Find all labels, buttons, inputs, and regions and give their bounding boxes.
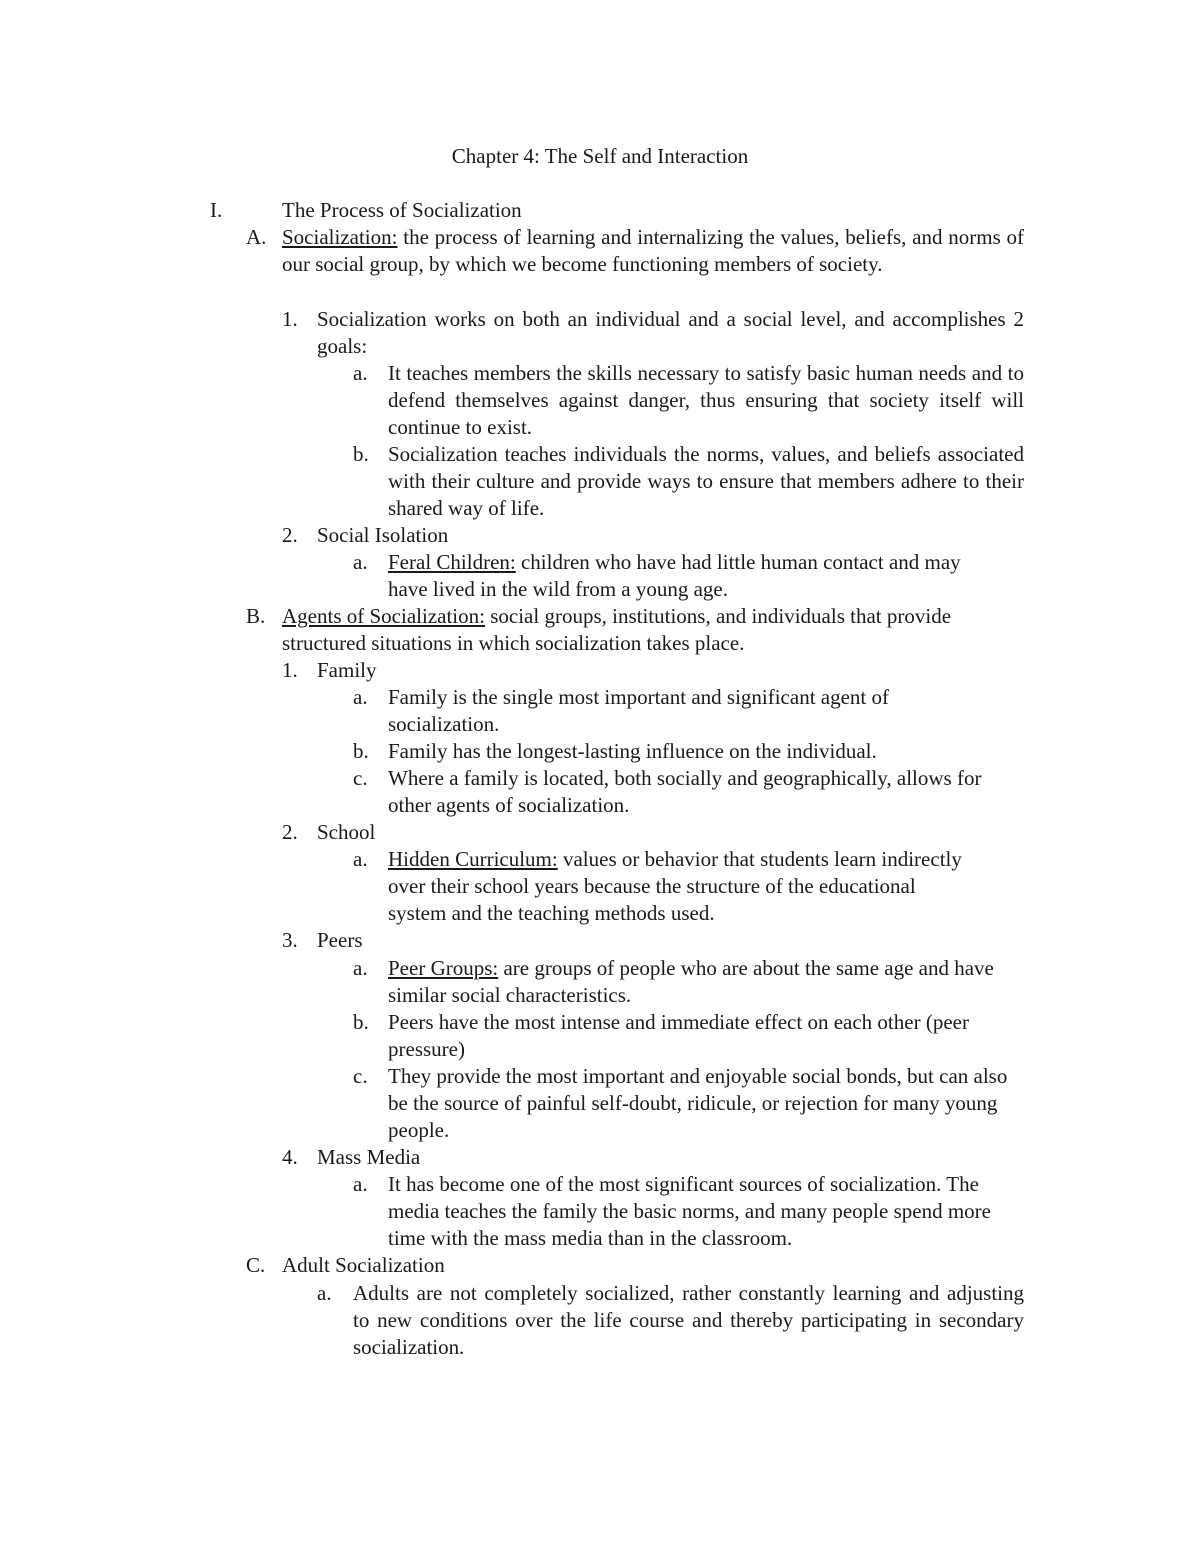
outline-item-a1 xyxy=(282,306,1024,360)
outline-text xyxy=(282,603,982,657)
outline-text: Social Isolation xyxy=(317,523,449,547)
term-feral-children: Feral Children: xyxy=(388,550,516,574)
outline-text xyxy=(388,846,978,927)
outline-marker: c. xyxy=(353,766,368,790)
outline-item-b1c xyxy=(353,765,1024,819)
outline-text: Family xyxy=(317,658,377,682)
outline-item-b3c xyxy=(353,1063,1024,1144)
outline-item-a2 xyxy=(282,522,1024,549)
outline-marker: a. xyxy=(353,361,368,385)
outline-item-b4a xyxy=(353,1171,1024,1252)
outline-text: Mass Media xyxy=(317,1145,421,1169)
outline-text: Adults are not completely socialized, rather constantly learning and adjusting to new conditions over the life course and thereby participating in secondary socialization. xyxy=(353,1281,1024,1359)
outline-item-b1b xyxy=(353,738,1024,765)
outline-marker: B. xyxy=(246,604,266,628)
outline-text: It teaches members the skills necessary to satisfy basic human needs and to defend themselves against danger, thus ensuring that society itself will continue to exist. xyxy=(388,361,1024,439)
term-hidden-curriculum: Hidden Curriculum: xyxy=(388,847,558,871)
definition-peer-groups: are groups of people who are about the same age and have similar social characteristics. xyxy=(388,956,994,1007)
outline-heading: The Process of Socialization xyxy=(282,198,522,222)
outline-marker: a. xyxy=(353,685,368,709)
definition-hidden-curriculum: values or behavior that students learn indirectly over their school years because the structure of the educational system and the teaching methods used. xyxy=(388,847,962,925)
outline-item-ca xyxy=(317,1280,1024,1361)
outline-item-b2a xyxy=(353,846,1024,927)
definition-agents-of-socialization: social groups, institutions, and individuals that provide structured situations in which socialization takes place. xyxy=(282,604,952,655)
outline-text: Adult Socialization xyxy=(282,1253,445,1277)
outline-marker: b. xyxy=(353,1010,369,1034)
term-agents-of-socialization: Agents of Socialization: xyxy=(282,604,485,628)
definition-socialization: the process of learning and internalizing the values, beliefs, and norms of our social group, by which we become functioning members of society. xyxy=(282,225,1024,276)
outline-text: Socialization teaches individuals the norms, values, and beliefs associated with their culture and provide ways to ensure that members adhere to their shared way of life. xyxy=(388,442,1024,520)
outline-text: Peers have the most intense and immediate effect on each other (peer pressure) xyxy=(388,1010,969,1061)
outline-text: Peers xyxy=(317,928,363,952)
outline-text xyxy=(388,955,1024,1009)
outline-marker: C. xyxy=(246,1253,266,1277)
page-title: Chapter 4: The Self and Interaction xyxy=(451,144,749,168)
definition-feral-children: children who have had little human contact and may have lived in the wild from a young age. xyxy=(388,550,961,601)
outline-marker: 3. xyxy=(282,928,298,952)
outline-marker: 1. xyxy=(282,658,298,682)
outline-item-b2 xyxy=(282,819,1024,846)
outline-marker: I. xyxy=(210,198,223,222)
outline-marker: 2. xyxy=(282,523,298,547)
outline-item-a2a xyxy=(353,549,1024,603)
outline-marker: 1. xyxy=(282,307,298,331)
outline-marker: c. xyxy=(353,1064,368,1088)
outline-marker: a. xyxy=(353,847,368,871)
outline-marker: a. xyxy=(353,550,368,574)
outline-item-c xyxy=(246,1252,1024,1279)
outline-item-b3 xyxy=(282,927,1024,954)
outline-text: Family has the longest-lasting influence on the individual. xyxy=(388,739,877,763)
outline-text: Family is the single most important and significant agent of socialization. xyxy=(388,685,890,736)
outline-text: They provide the most important and enjoyable social bonds, but can also be the source of painful self-doubt, ridicule, or rejection for many young people. xyxy=(388,1064,1008,1142)
term-socialization: Socialization: xyxy=(282,225,398,249)
outline-text: School xyxy=(317,820,376,844)
outline-item-a xyxy=(246,224,1024,278)
outline-item-b3a xyxy=(353,955,1024,1009)
outline-item-a1b xyxy=(353,441,1024,522)
outline-item-a1a xyxy=(353,360,1024,441)
outline-marker: a. xyxy=(353,956,368,980)
outline-marker: a. xyxy=(317,1281,332,1305)
outline-text: Socialization works on both an individual and a social level, and accomplishes 2 goals: xyxy=(317,307,1024,358)
outline-item-b1 xyxy=(282,657,1024,684)
outline-marker: 2. xyxy=(282,820,298,844)
outline-text: Where a family is located, both socially and geographically, allows for other agents of socialization. xyxy=(388,766,982,817)
outline-text xyxy=(282,224,1024,278)
outline-marker: b. xyxy=(353,739,369,763)
outline-marker: 4. xyxy=(282,1145,298,1169)
term-peer-groups: Peer Groups: xyxy=(388,956,499,980)
outline-text xyxy=(388,549,988,603)
outline-text: It has become one of the most significant sources of socialization. The media teaches the family the basic norms, and many people spend more time with the mass media than in the classroom. xyxy=(388,1172,991,1250)
outline-marker: A. xyxy=(246,225,267,249)
outline-item-b3b xyxy=(353,1009,1024,1063)
outline-item-i xyxy=(210,197,1024,224)
outline-item-b xyxy=(246,603,1024,657)
outline-item-b1a xyxy=(353,684,1024,738)
outline-item-b4 xyxy=(282,1144,1024,1171)
outline-marker: a. xyxy=(353,1172,368,1196)
outline-marker: b. xyxy=(353,442,369,466)
